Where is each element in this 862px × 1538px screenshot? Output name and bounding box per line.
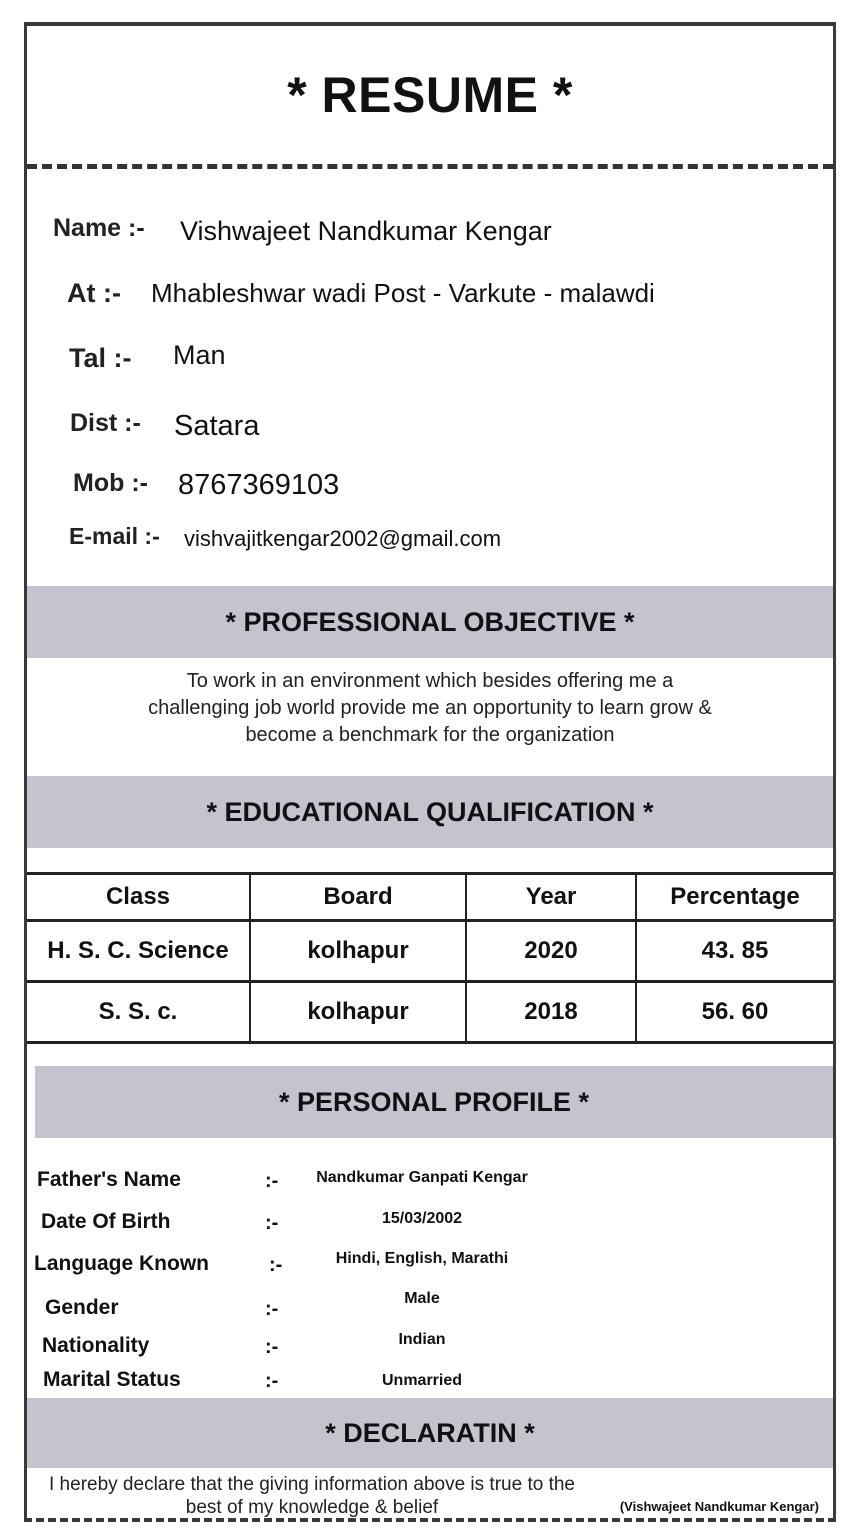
name-value: Vishwajeet Nandkumar Kengar <box>180 216 552 246</box>
dist-label: Dist :- <box>70 409 141 437</box>
title-divider <box>27 164 833 169</box>
objective-line-2: challenging job world provide me an opportunity to learn grow & <box>148 697 712 719</box>
profile-value-gender: Male <box>404 1290 440 1307</box>
profile-separator: :- <box>265 1212 279 1234</box>
declaration-text <box>47 1473 577 1519</box>
email-label: E-mail :- <box>69 523 160 549</box>
profile-value-nationality: Indian <box>398 1331 446 1348</box>
profile-separator: :- <box>265 1336 279 1358</box>
profile-heading: * PERSONAL PROFILE * <box>35 1066 833 1138</box>
profile-separator: :- <box>269 1254 283 1276</box>
signature: (Vishwajeet Nandkumar Kengar) <box>619 1499 819 1514</box>
cell-year: 2020 <box>466 921 636 982</box>
tal-label: Tal :- <box>69 343 132 373</box>
cell-class: S. S. c. <box>27 982 250 1043</box>
objective-line-1: To work in an environment which besides offering me a <box>186 670 674 692</box>
name-label: Name :- <box>53 214 145 242</box>
cell-board: kolhapur <box>250 921 466 982</box>
profile-separator: :- <box>265 1170 279 1192</box>
at-value: Mhableshwar wadi Post - Varkute - malawdi <box>151 278 655 308</box>
col-percentage-header: Percentage <box>636 874 833 921</box>
cell-board: kolhapur <box>250 982 466 1043</box>
objective-line-3: become a benchmark for the organization <box>245 724 615 746</box>
profile-label-nationality: Nationality <box>42 1334 150 1357</box>
col-year-header: Year <box>466 874 636 921</box>
declaration-line-2: best of my knowledge & belief <box>185 1497 439 1518</box>
email-value: vishvajitkengar2002@gmail.com <box>184 526 502 551</box>
profile-label-gender: Gender <box>45 1296 119 1319</box>
objective-heading: * PROFESSIONAL OBJECTIVE * <box>27 586 833 658</box>
profile-label-marital: Marital Status <box>43 1368 181 1391</box>
cell-year: 2018 <box>466 982 636 1043</box>
col-class-header: Class <box>27 874 250 921</box>
declaration-line-1: I hereby declare that the giving information above is true to the <box>49 1474 575 1495</box>
dist-value: Satara <box>174 410 260 442</box>
profile-label-dob: Date Of Birth <box>41 1210 171 1233</box>
profile-value-marital: Unmarried <box>381 1372 463 1389</box>
profile-label-father: Father's Name <box>37 1168 181 1191</box>
profile-value-father: Nandkumar Ganpati Kengar <box>316 1169 528 1186</box>
profile-separator: :- <box>265 1298 279 1320</box>
table-row <box>27 921 833 982</box>
table-row <box>27 982 833 1043</box>
cell-class: H. S. C. Science <box>27 921 250 982</box>
cell-percentage: 56. 60 <box>636 982 833 1043</box>
at-label: At :- <box>67 278 121 308</box>
profile-separator: :- <box>265 1370 279 1392</box>
resume-title: * RESUME * <box>287 67 573 123</box>
resume-sheet <box>24 22 836 1522</box>
tal-value: Man <box>173 340 226 370</box>
profile-value-language: Hindi, English, Marathi <box>335 1250 509 1267</box>
cell-percentage: 43. 85 <box>636 921 833 982</box>
table-header-row <box>27 874 833 921</box>
objective-text <box>87 668 773 749</box>
col-board-header: Board <box>250 874 466 921</box>
mob-label: Mob :- <box>73 469 148 497</box>
profile-label-language: Language Known <box>34 1252 209 1275</box>
education-heading: * EDUCATIONAL QUALIFICATION * <box>27 776 833 848</box>
declaration-heading: * DECLARATIN * <box>27 1398 833 1468</box>
education-table <box>27 872 833 1044</box>
mob-value: 8767369103 <box>178 469 340 501</box>
profile-value-dob: 15/03/2002 <box>381 1210 463 1227</box>
